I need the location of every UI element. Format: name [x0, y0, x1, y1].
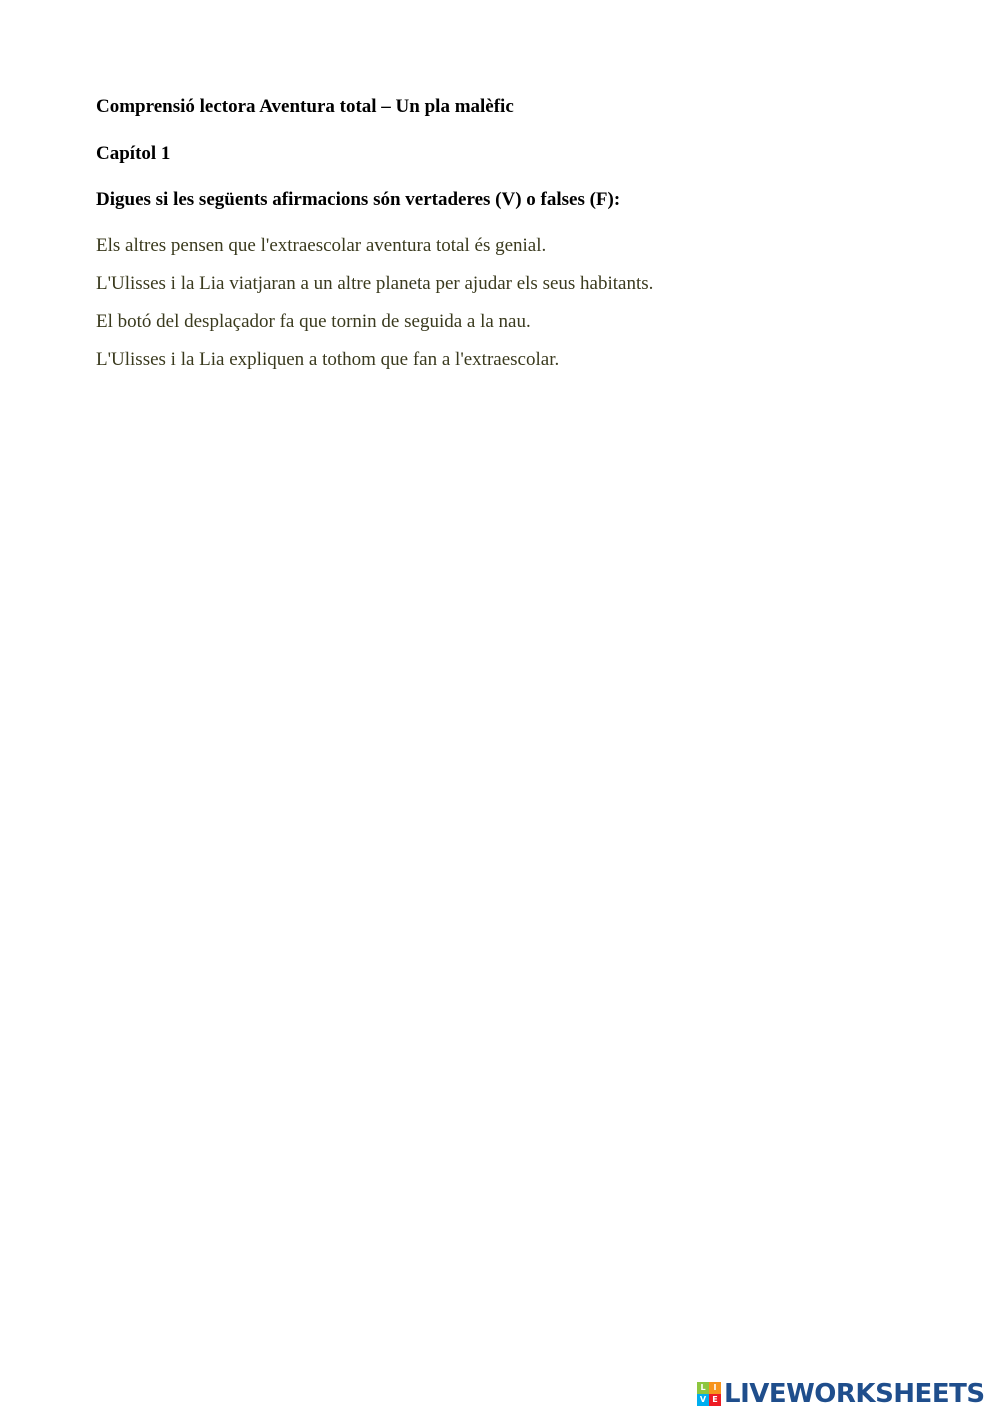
statement-4: L'Ulisses i la Lia expliquen a tothom que fan a l'extraescolar.: [96, 349, 560, 370]
statement-3: El botó del desplaçador fa que tornin de seguida a la nau.: [96, 311, 531, 332]
logo-mark-letter: V: [697, 1394, 709, 1406]
logo-mark-letter: E: [709, 1394, 721, 1406]
chapter-heading: Capítol 1: [96, 143, 171, 164]
liveworksheets-logo-icon: [697, 1382, 721, 1406]
logo-text: LIVEWORKSHEETS: [724, 1379, 985, 1409]
liveworksheets-logo: [697, 1379, 985, 1409]
page-title: Comprensió lectora Aventura total – Un pla malèfic: [96, 96, 514, 117]
statement-2: L'Ulisses i la Lia viatjaran a un altre planeta per ajudar els seus habitants.: [96, 273, 654, 294]
logo-mark-letter: L: [697, 1382, 709, 1394]
instruction-text: Digues si les següents afirmacions són vertaderes (V) o falses (F):: [96, 189, 621, 210]
logo-mark-letter: I: [709, 1382, 721, 1394]
statement-1: Els altres pensen que l'extraescolar aventura total és genial.: [96, 235, 547, 256]
